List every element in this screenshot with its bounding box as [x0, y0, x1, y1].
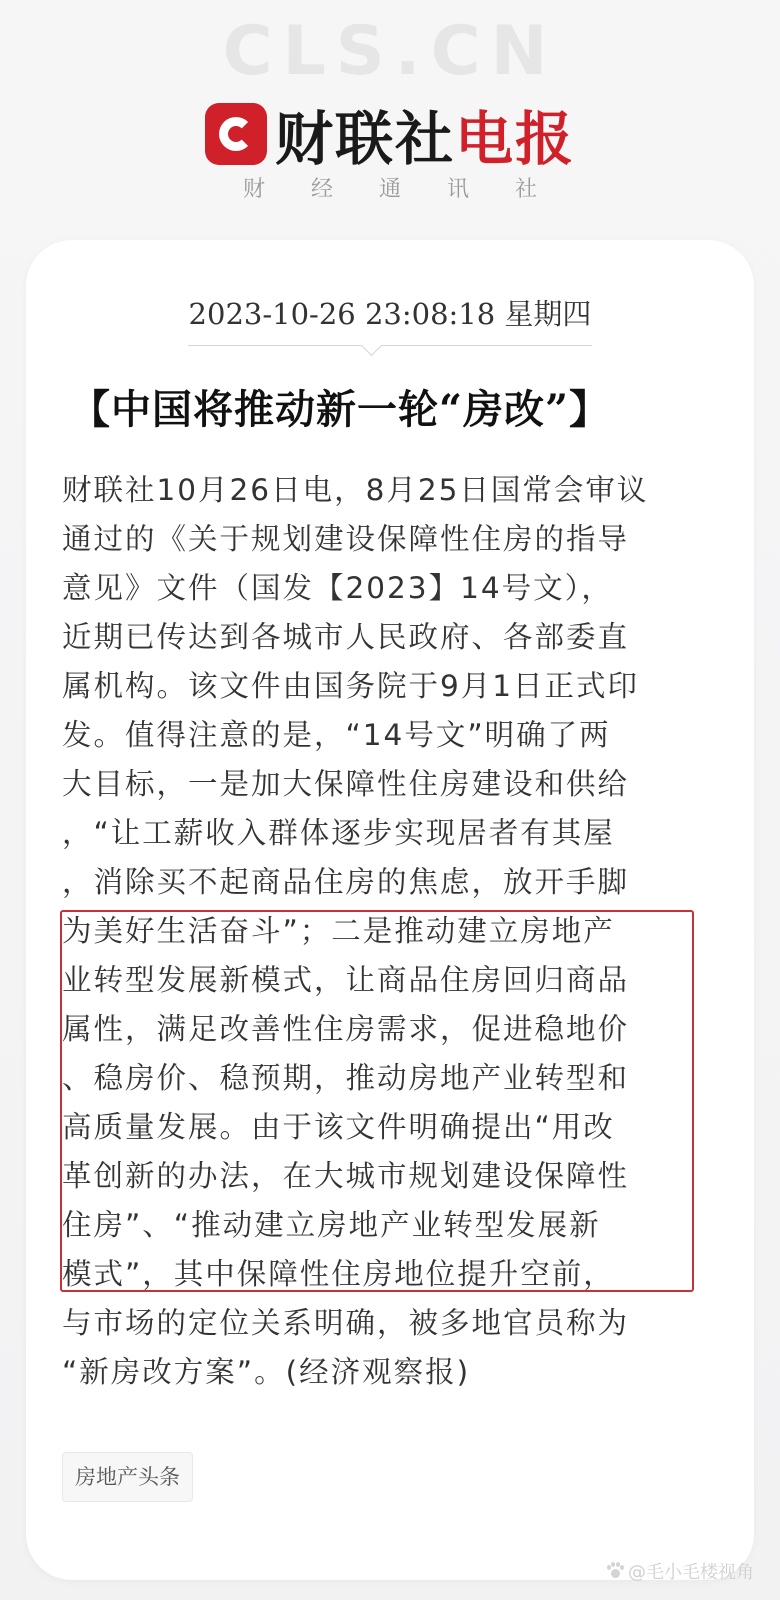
article-datetime: 2023-10-26 23:08:18 星期四	[188, 297, 592, 331]
body-line: ，消除买不起商品住房的焦虑，放开手脚	[62, 865, 630, 899]
brand-name: 财联社	[274, 105, 455, 173]
datetime-divider	[188, 345, 592, 346]
body-line: 通过的《关于规划建设保障性住房的指导	[62, 522, 630, 556]
body-line: 、稳房价、稳预期，推动房地产业转型和	[62, 1061, 630, 1095]
body-line: 属机构。该文件由国务院于9月1日正式印	[62, 669, 640, 703]
body-line: 模式”，其中保障性住房地位提升空前，	[62, 1257, 615, 1291]
watermark-text: @毛小毛楼视角	[628, 1562, 754, 1583]
body-line: 为美好生活奋斗”；二是推动建立房地产	[62, 914, 615, 948]
brand-suffix: 电报	[455, 105, 576, 173]
body-line: 住房”、“推动建立房地产业转型发展新	[62, 1208, 601, 1242]
body-line: 属性，满足改善性住房需求，促进稳地价	[62, 1012, 630, 1046]
highlight-annotation-box	[60, 910, 694, 1292]
body-line: 意见》文件（国发【2023】14号文），	[62, 571, 613, 605]
article-headline: 【中国将推动新一轮“房改”】	[70, 386, 611, 433]
brand-tagline: 财经通讯社	[242, 177, 583, 202]
body-line: 业转型发展新模式，让商品住房回归商品	[62, 963, 630, 997]
body-line: 近期已传达到各城市人民政府、各部委直	[62, 620, 630, 654]
cls-watermark: CLS.CN	[222, 12, 558, 91]
paw-icon	[606, 1562, 624, 1580]
body-line: 财联社10月26日电，8月25日国常会审议	[62, 473, 649, 507]
brand-header	[0, 92, 780, 176]
body-line: 发。值得注意的是，“14号文”明确了两	[62, 718, 611, 752]
body-line: 革创新的办法，在大城市规划建设保障性	[62, 1159, 630, 1193]
body-line: ，“让工薪收入群体逐步实现居者有其屋	[62, 816, 615, 850]
topic-tag[interactable]: 房地产头条	[62, 1452, 193, 1502]
body-line: 高质量发展。由于该文件明确提出“用改	[62, 1110, 615, 1144]
body-line: “新房改方案”。(经济观察报)	[62, 1355, 471, 1389]
body-line: 与市场的定位关系明确，被多地官员称为	[62, 1306, 630, 1340]
body-line: 大目标，一是加大保障性住房建设和供给	[62, 767, 630, 801]
author-watermark	[606, 1558, 754, 1584]
cls-logo-icon	[205, 103, 267, 165]
